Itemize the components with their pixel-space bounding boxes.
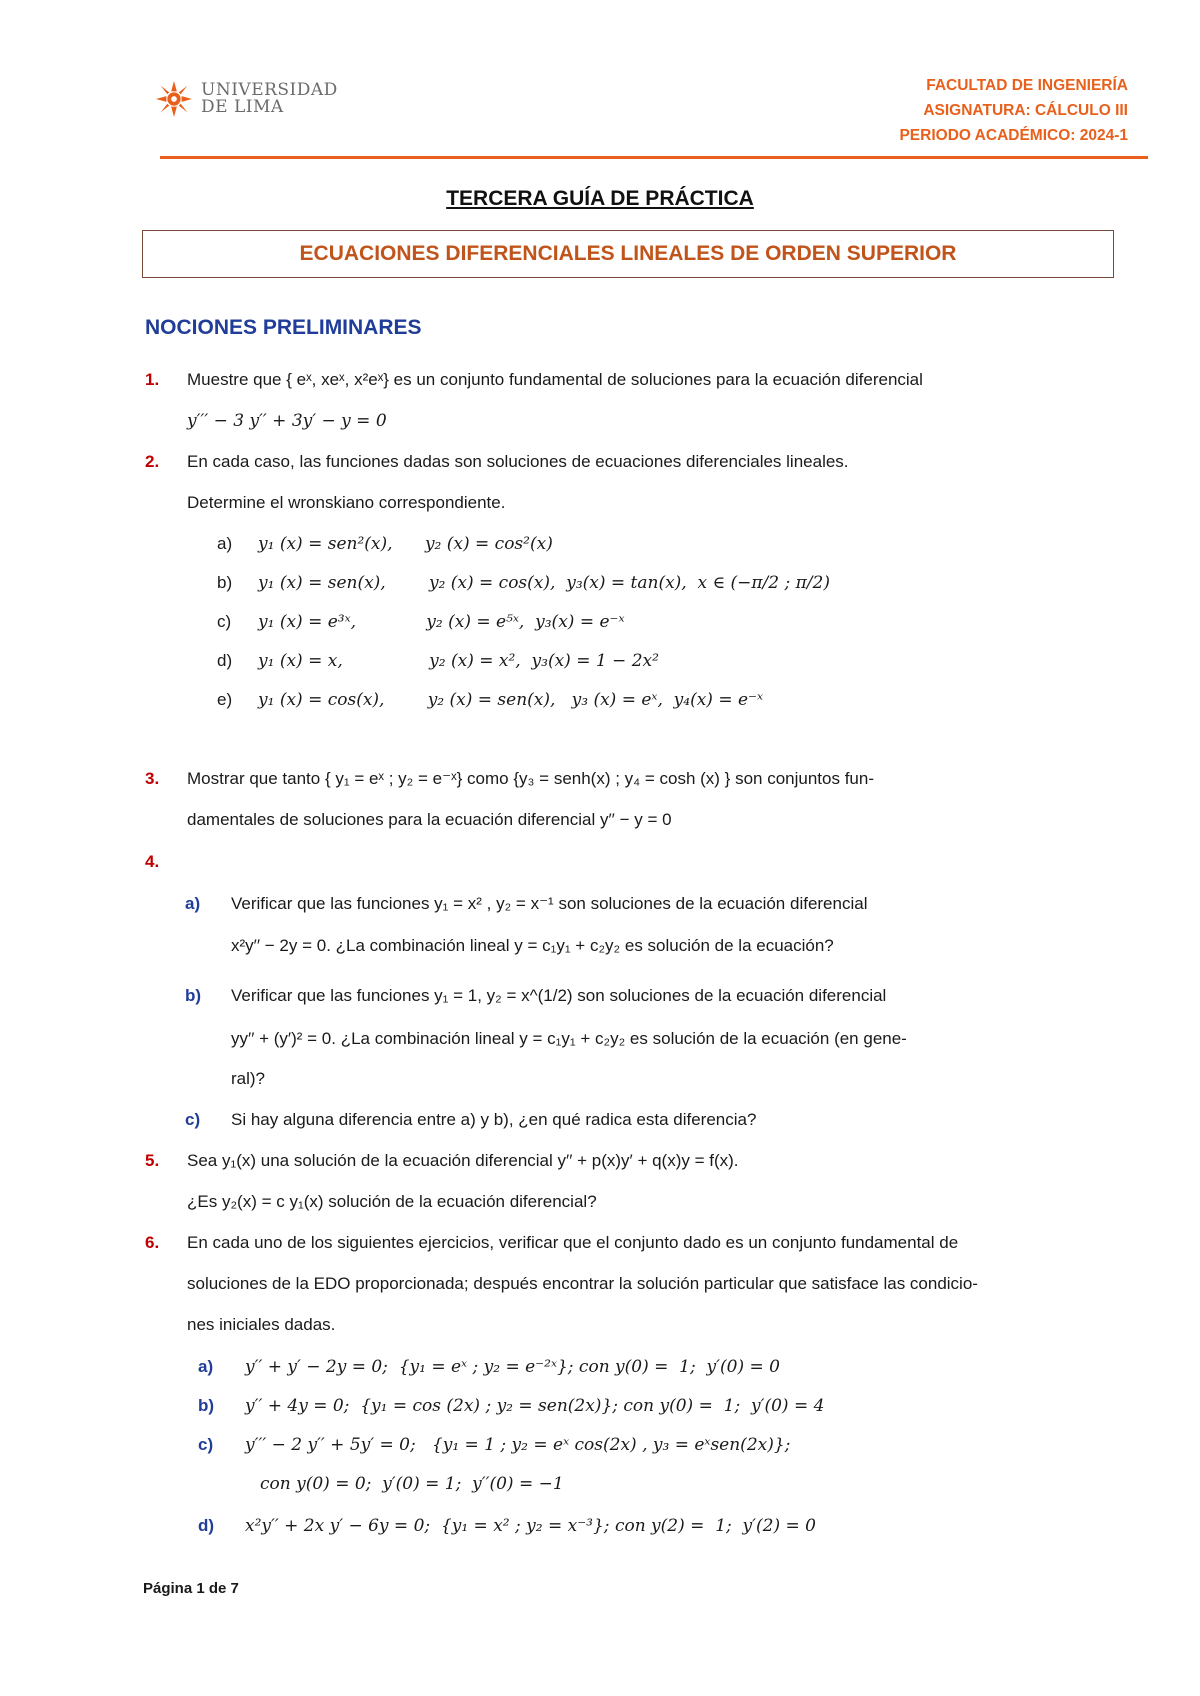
- p6-item-text: y′′′ − 2 y′′ + 5y′ = 0; {y₁ = 1 ; y₂ = eˣ cos(2x) , y₃ = eˣsen(2x)};: [245, 1435, 791, 1455]
- problem-1-text: Muestre que { eˣ, xeˣ, x²eˣ} es un conjunto fundamental de soluciones para la ecuación diferencial: [187, 370, 923, 389]
- p4-b-text-end: ral)?: [231, 1069, 266, 1088]
- subject-label: ASIGNATURA: CÁLCULO III: [923, 102, 1128, 119]
- p2-item-label: b): [217, 573, 233, 592]
- faculty-label: FACULTAD DE INGENIERÍA: [926, 77, 1128, 94]
- p2-item-text: y₁ (x) = sen(x), y₂ (x) = cos(x), y₃(x) = tan(x), x ∈ (−π/2 ; π/2): [258, 573, 830, 593]
- problem-3-text-cont: damentales de soluciones para la ecuación diferencial y′′ − y = 0: [187, 810, 672, 829]
- sun-logo-icon: [155, 80, 193, 118]
- problem-5-text: Sea y₁(x) una solución de la ecuación diferencial y′′ + p(x)y′ + q(x)y = f(x).: [187, 1151, 739, 1170]
- p6-item-text: y′′ + y′ − 2y = 0; {y₁ = eˣ ; y₂ = e⁻²ˣ}; con y(0) = 1; y′(0) = 0: [245, 1357, 780, 1377]
- subtitle-text: ECUACIONES DIFERENCIALES LINEALES DE ORDEN SUPERIOR: [299, 242, 957, 265]
- p2-item-label: d): [217, 651, 233, 670]
- subtitle-box: [142, 230, 1114, 278]
- period-label: PERIODO ACADÉMICO: 2024-1: [899, 127, 1128, 144]
- document-title: TERCERA GUÍA DE PRÁCTICA: [446, 187, 754, 210]
- problem-number-3: 3.: [145, 769, 160, 788]
- p4-b-label: b): [185, 986, 202, 1005]
- p6-item-text: x²y′′ + 2x y′ − 6y = 0; {y₁ = x² ; y₂ = x⁻³}; con y(2) = 1; y′(2) = 0: [245, 1516, 816, 1536]
- p2-item-text: y₁ (x) = e³ˣ, y₂ (x) = e⁵ˣ, y₃(x) = e⁻ˣ: [258, 612, 625, 632]
- p6-item-label: a): [198, 1357, 214, 1376]
- problem-number-6: 6.: [145, 1233, 160, 1252]
- p4-c-text: Si hay alguna diferencia entre a) y b), ¿en qué radica esta diferencia?: [231, 1110, 757, 1129]
- p6-c-conditions: con y(0) = 0; y′(0) = 1; y′′(0) = −1: [260, 1474, 564, 1494]
- problem-number-1: 1.: [145, 370, 160, 389]
- problem-1-equation: y′′′ − 3 y′′ + 3y′ − y = 0: [187, 411, 387, 431]
- problem-2-instruction: Determine el wronskiano correspondiente.: [187, 493, 506, 512]
- header-divider: [160, 156, 1148, 159]
- university-logo: [155, 80, 338, 118]
- page-footer: Página 1 de 7: [143, 1580, 239, 1597]
- p2-item-label: c): [217, 612, 232, 631]
- p4-b-text: Verificar que las funciones y₁ = 1, y₂ = x^(1/2) son soluciones de la ecuación diferencial: [231, 986, 887, 1005]
- p2-item-text: y₁ (x) = cos(x), y₂ (x) = sen(x), y₃ (x) = eˣ, y₄(x) = e⁻ˣ: [258, 690, 764, 710]
- logo-line-1: UNIVERSIDAD: [201, 80, 338, 100]
- p4-a-text: Verificar que las funciones y₁ = x² , y₂ = x⁻¹ son soluciones de la ecuación diferencial: [231, 894, 868, 913]
- p2-item-label: a): [217, 534, 233, 553]
- p4-c-label: c): [185, 1110, 201, 1129]
- p6-item-label: c): [198, 1435, 214, 1454]
- problem-6-text-end: nes iniciales dadas.: [187, 1315, 336, 1334]
- p2-item-text: y₁ (x) = x, y₂ (x) = x², y₃(x) = 1 − 2x²: [258, 651, 659, 671]
- problem-3-text: Mostrar que tanto { y₁ = eˣ ; y₂ = e⁻ˣ} como {y₃ = senh(x) ; y₄ = cosh (x) } son conjuntos fun-: [187, 769, 874, 788]
- p4-a-text-cont: x²y′′ − 2y = 0. ¿La combinación lineal y = c₁y₁ + c₂y₂ es solución de la ecuación?: [231, 936, 834, 955]
- problem-number-5: 5.: [145, 1151, 160, 1170]
- p6-item-label: d): [198, 1516, 215, 1535]
- p4-a-label: a): [185, 894, 201, 913]
- header-info: [899, 73, 1128, 148]
- section-heading: NOCIONES PRELIMINARES: [145, 316, 422, 339]
- logo-line-2: DE LIMA: [201, 97, 284, 117]
- p2-item-label: e): [217, 690, 233, 709]
- problem-number-2: 2.: [145, 452, 160, 471]
- problem-6-text: En cada uno de los siguientes ejercicios, verificar que el conjunto dado es un conjunto fundamental de: [187, 1233, 959, 1252]
- p6-item-text: y′′ + 4y = 0; {y₁ = cos (2x) ; y₂ = sen(2x)}; con y(0) = 1; y′(0) = 4: [245, 1396, 825, 1416]
- p4-b-text-cont: yy′′ + (y′)² = 0. ¿La combinación lineal y = c₁y₁ + c₂y₂ es solución de la ecuación (en gene-: [231, 1029, 907, 1048]
- problem-5-question: ¿Es y₂(x) = c y₁(x) solución de la ecuación diferencial?: [187, 1192, 597, 1211]
- p2-item-text: y₁ (x) = sen²(x), y₂ (x) = cos²(x): [258, 534, 553, 554]
- p6-item-label: b): [198, 1396, 215, 1415]
- problem-2-text: En cada caso, las funciones dadas son soluciones de ecuaciones diferenciales lineales.: [187, 452, 849, 471]
- problem-6-text-cont: soluciones de la EDO proporcionada; después encontrar la solución particular que satisface las condicio-: [187, 1274, 978, 1293]
- problem-number-4: 4.: [145, 852, 160, 871]
